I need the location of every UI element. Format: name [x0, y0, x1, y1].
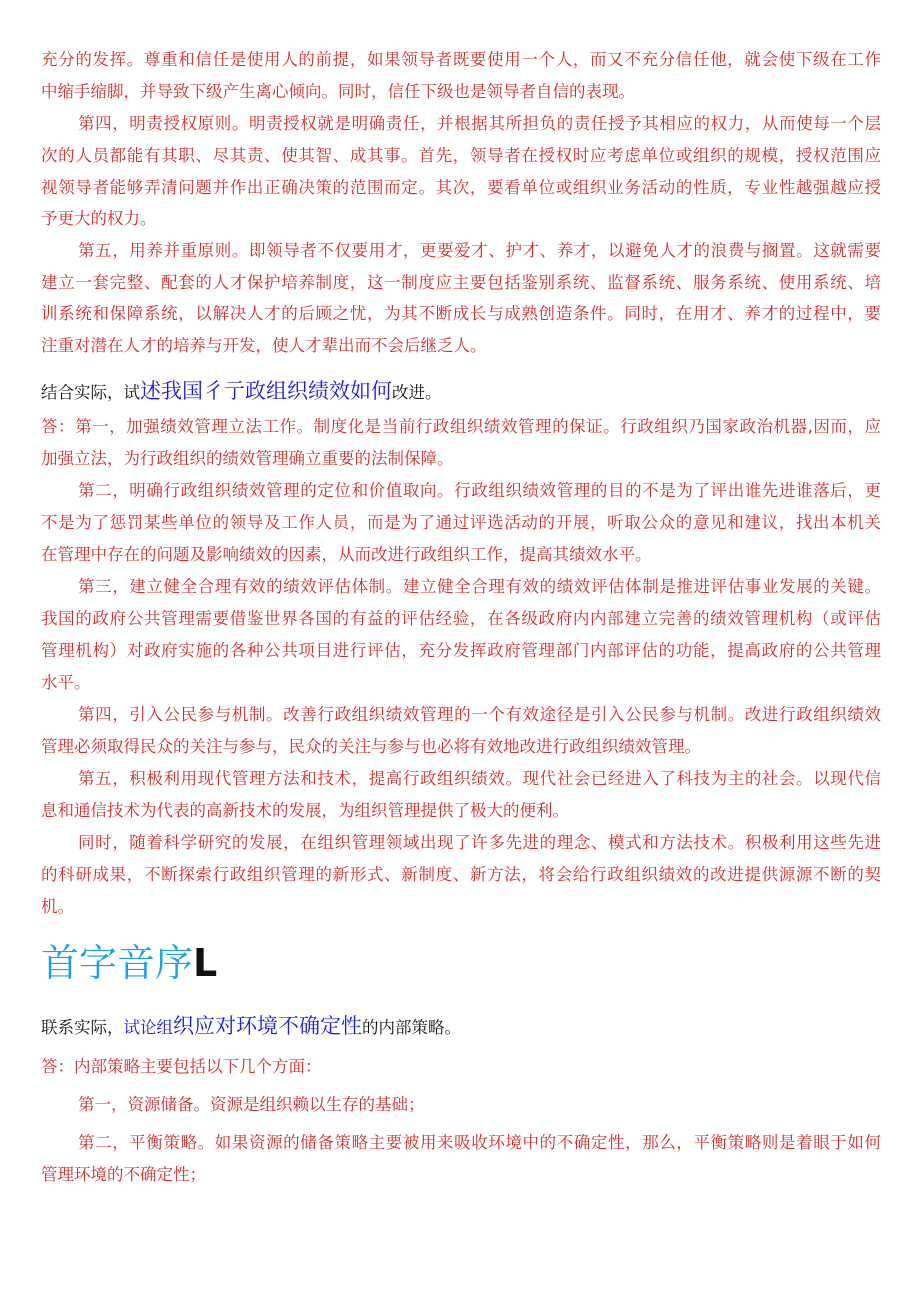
- answer-line: 水平。: [41, 673, 91, 692]
- text-line: 第五，用养并重原则。即领导者不仅要用才，更要爱才、护才、养才，以避免人才的浪费与搁置。这就需要: [78, 241, 881, 260]
- answer-line: 第五，积极利用现代管理方法和技术，提高行政组织绩效。现代社会已经进入了科技为主的社会。以现代信: [78, 769, 881, 788]
- section-heading-text: 首字音序: [41, 941, 194, 985]
- answer-line: 加强立法，为行政组织的绩效管理确立重要的法制保障。: [41, 449, 454, 468]
- answer-line: 不是为了惩罚某些单位的领导及工作人员，而是为了通过评选活动的开展，听取公众的意见和建议，找出本机关: [41, 513, 881, 532]
- answer-line: 第二，明确行政组织绩效管理的定位和价值取向。行政组织绩效管理的目的不是为了评出谁先进谁落后，更: [78, 481, 881, 500]
- answer-line: 管理机构）对政府实施的各种公共项目进行评估，充分发挥政府管理部门内部评估的功能，提高政府的公共管理: [41, 641, 881, 660]
- text-line: 次的人员都能有其职、尽其责、使其智、成其事。首先，领导者在授权时应考虑单位或组织的规模，授权范围应: [41, 146, 881, 165]
- answer-line: 第二，平衡策略。如果资源的储备策略主要被用来吸收环境中的不确定性，那么，平衡策略则是着眼于如何: [78, 1133, 881, 1152]
- answer-line: 第三，建立健全合理有效的绩效评估体制。建立健全合理有效的绩效评估体制是推进评估事业发展的关键。: [78, 577, 881, 596]
- question-suffix: 的内部策略。: [362, 1018, 461, 1037]
- answer-line: 管理环境的不确定性；: [41, 1165, 206, 1184]
- text-line: 建立一套完整、配套的人才保护培养制度，这一制度应主要包括鉴别系统、监督系统、服务系统、使用系统、培: [41, 273, 881, 292]
- text-line: 视领导者能够弄清问题并作出正确决策的范围而定。其次，要看单位或组织业务活动的性质，专业性越强越应授: [41, 178, 881, 197]
- answer-line: 答：内部策略主要包括以下几个方面：: [41, 1057, 322, 1076]
- answer-line: 机。: [41, 897, 74, 916]
- text-line: 第四，明责授权原则。明责授权就是明确责任，并根据其所担负的责任授予其相应的权力，从而使每一个层: [78, 114, 881, 133]
- answer-line: 息和通信技术为代表的高新技术的发展，为组织管理提供了极大的便利。: [41, 801, 569, 820]
- question-highlight: 织应对环境不确定性: [173, 1014, 362, 1038]
- answer-line: 管理必须取得民众的关注与参与，民众的关注与参与也必将有效地改进行政组织绩效管理。: [41, 737, 701, 756]
- section-heading: [41, 935, 217, 991]
- text-line: 注重对潜在人才的培养与开发，使人才辈出而不会后继乏人。: [41, 336, 487, 355]
- answer-line: 在管理中存在的问题及影响绩效的因素，从而改进行政组织工作，提高其绩效水平。: [41, 545, 652, 564]
- answer-line: 同时，随着科学研究的发展，在组织管理领域出现了许多先进的理念、模式和方法技术。积极利用这些先进: [78, 833, 881, 852]
- question-line: [41, 1010, 881, 1044]
- answer-line: 第一，资源储备。资源是组织赖以生存的基础；: [78, 1095, 425, 1114]
- text-line: 中缩手缩脚，并导致下级产生离心倾向。同时，信任下级也是领导者自信的表现。: [41, 82, 635, 101]
- answer-line: 的科研成果，不断探索行政组织管理的新形式、新制度、新方法，将会给行政组织绩效的改进提供源源不断的契: [41, 865, 881, 884]
- text-line: 予更大的权力。: [41, 209, 157, 228]
- section-heading-letter: L: [193, 941, 218, 985]
- text-line: 充分的发挥。尊重和信任是使用人的前提，如果领导者既要使用一个人，而又不充分信任他，就会使下级在工作: [41, 50, 881, 69]
- question-highlight-small: 试论组: [123, 1018, 173, 1037]
- answer-line: 答：第一，加强绩效管理立法工作。制度化是当前行政组织绩效管理的保证。行政组织乃国家政治机器,因而，应: [41, 417, 881, 436]
- question-prefix: 结合实际，试: [41, 383, 140, 402]
- answer-line: 第四，引入公民参与机制。改善行政组织绩效管理的一个有效途径是引入公民参与机制。改进行政组织绩效: [78, 705, 881, 724]
- question-prefix: 联系实际，: [41, 1018, 124, 1037]
- answer-line: 我国的政府公共管理需要借鉴世界各国的有益的评估经验，在各级政府内内部建立完善的绩效管理机构（或评估: [41, 609, 881, 628]
- question-line: [41, 375, 881, 409]
- question-suffix: 改进。: [392, 383, 442, 402]
- text-line: 训系统和保障系统，以解决人才的后顾之忧，为其不断成长与成熟创造条件。同时，在用才、养才的过程中，要: [41, 304, 881, 323]
- question-highlight: 述我国彳亍政组织绩效如何: [140, 379, 392, 403]
